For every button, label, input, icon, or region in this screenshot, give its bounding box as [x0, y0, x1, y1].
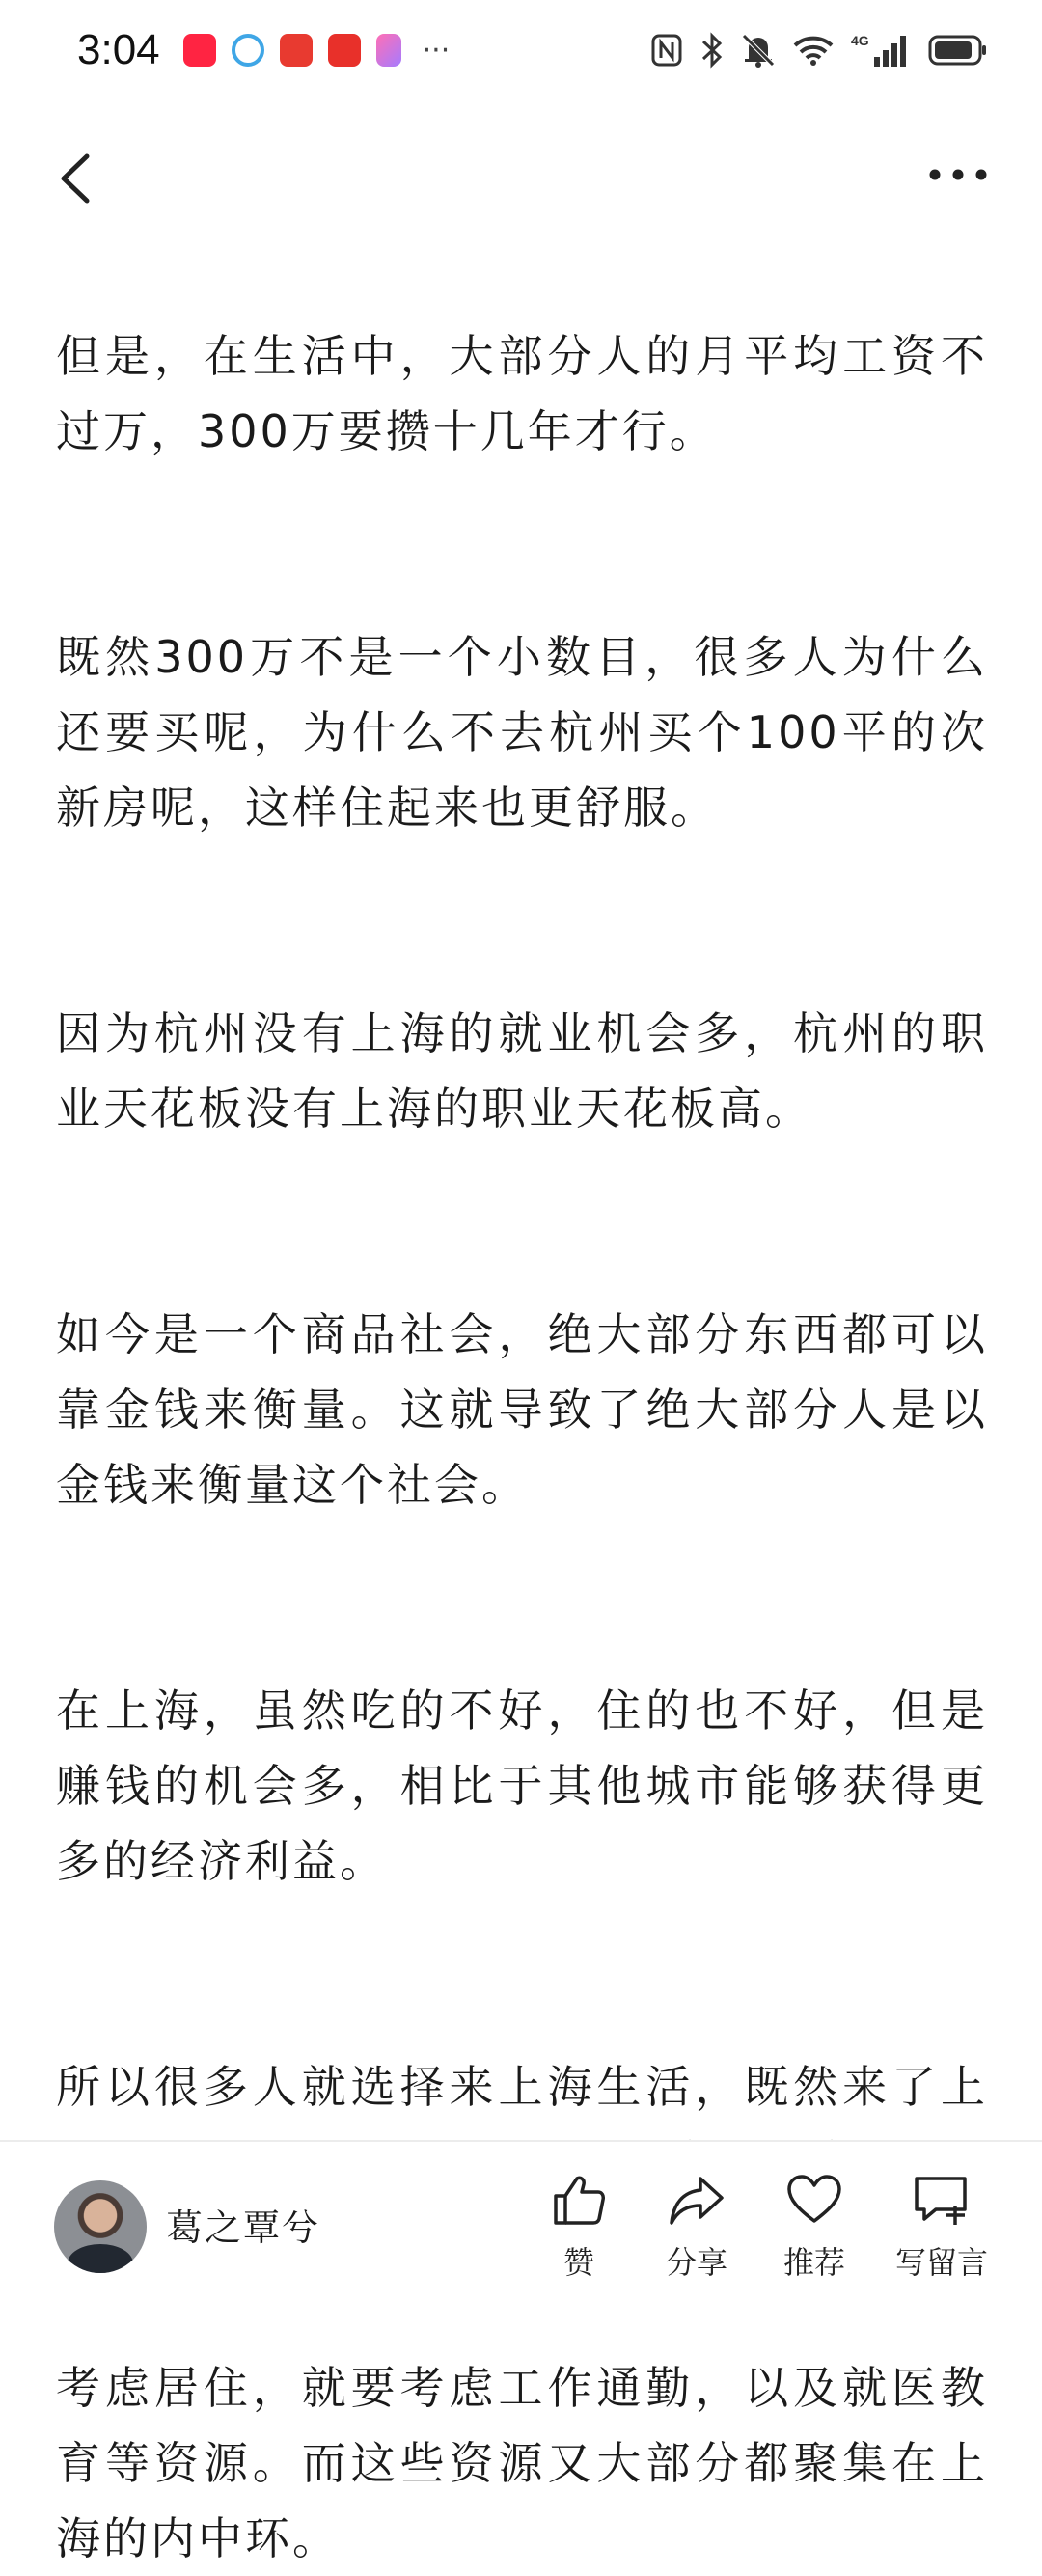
wifi-icon: [793, 34, 834, 67]
status-right-icons: [650, 32, 988, 69]
red-app-icon: [328, 34, 361, 67]
xiaohongshu-icon: [183, 34, 216, 67]
comment-add-icon: [911, 2171, 973, 2229]
like-button[interactable]: [521, 2171, 637, 2296]
share-button[interactable]: [639, 2171, 754, 2296]
author-name[interactable]: 葛之覃兮: [166, 2206, 321, 2249]
cloud-icon: [232, 34, 264, 67]
article-paragraph: 在上海，虽然吃的不好，住的也不好，但是赚钱的机会多，相比于其他城市能够获得更多的经济利益。: [56, 1685, 988, 1887]
nfc-icon: [650, 33, 683, 68]
more-horizontal-icon[interactable]: [924, 160, 992, 189]
share-arrow-icon: [668, 2171, 726, 2229]
write-comment-button[interactable]: [874, 2171, 1009, 2296]
battery-icon: [928, 34, 988, 67]
article-paragraph: 考虑居住，就要考虑工作通勤，以及就医教育等资源。而这些资源又大部分都聚集在上海的内中环。: [56, 2362, 988, 2564]
share-label: 分享: [665, 2244, 727, 2281]
article-paragraph: 但是，在生活中，大部分人的月平均工资不过万，300万要攒十几年才行。: [56, 330, 988, 457]
chevron-left-icon[interactable]: [50, 145, 108, 212]
pink-app-icon: [376, 34, 401, 67]
heart-icon: [785, 2171, 843, 2229]
author-avatar[interactable]: [54, 2180, 147, 2273]
top-nav: [0, 116, 1042, 241]
article-paragraph: 因为杭州没有上海的就业机会多，杭州的职业天花板没有上海的职业天花板高。: [56, 1007, 988, 1135]
bluetooth-icon: [700, 32, 724, 69]
bottom-action-bar: [0, 2140, 1042, 2306]
status-time: 3:04: [77, 26, 160, 73]
article-paragraph: 所以很多人就选择来上海生活，既然来了上: [56, 2061, 988, 2113]
article-paragraph: 如今是一个商品社会，绝大部分东西都可以靠金钱来衡量。这就导致了绝大部分人是以金钱来衡量这个社会。: [56, 1308, 988, 1511]
status-bar: [0, 0, 1042, 100]
signal-icon: [851, 32, 911, 69]
mute-icon: [741, 32, 776, 69]
recommend-label: 推荐: [782, 2244, 845, 2281]
article-paragraph: 既然300万不是一个小数目，很多人为什么还要买呢，为什么不去杭州买个100平的次新房呢，这样住起来也更舒服。: [56, 631, 988, 834]
recommend-button[interactable]: [756, 2171, 872, 2296]
c-app-icon: [280, 34, 313, 67]
network-label: 4G: [851, 33, 869, 48]
write-comment-label: 写留言: [894, 2244, 988, 2281]
more-notifications-icon: ···: [422, 33, 451, 68]
like-label: 赞: [562, 2244, 594, 2281]
thumbs-up-icon: [550, 2171, 608, 2229]
